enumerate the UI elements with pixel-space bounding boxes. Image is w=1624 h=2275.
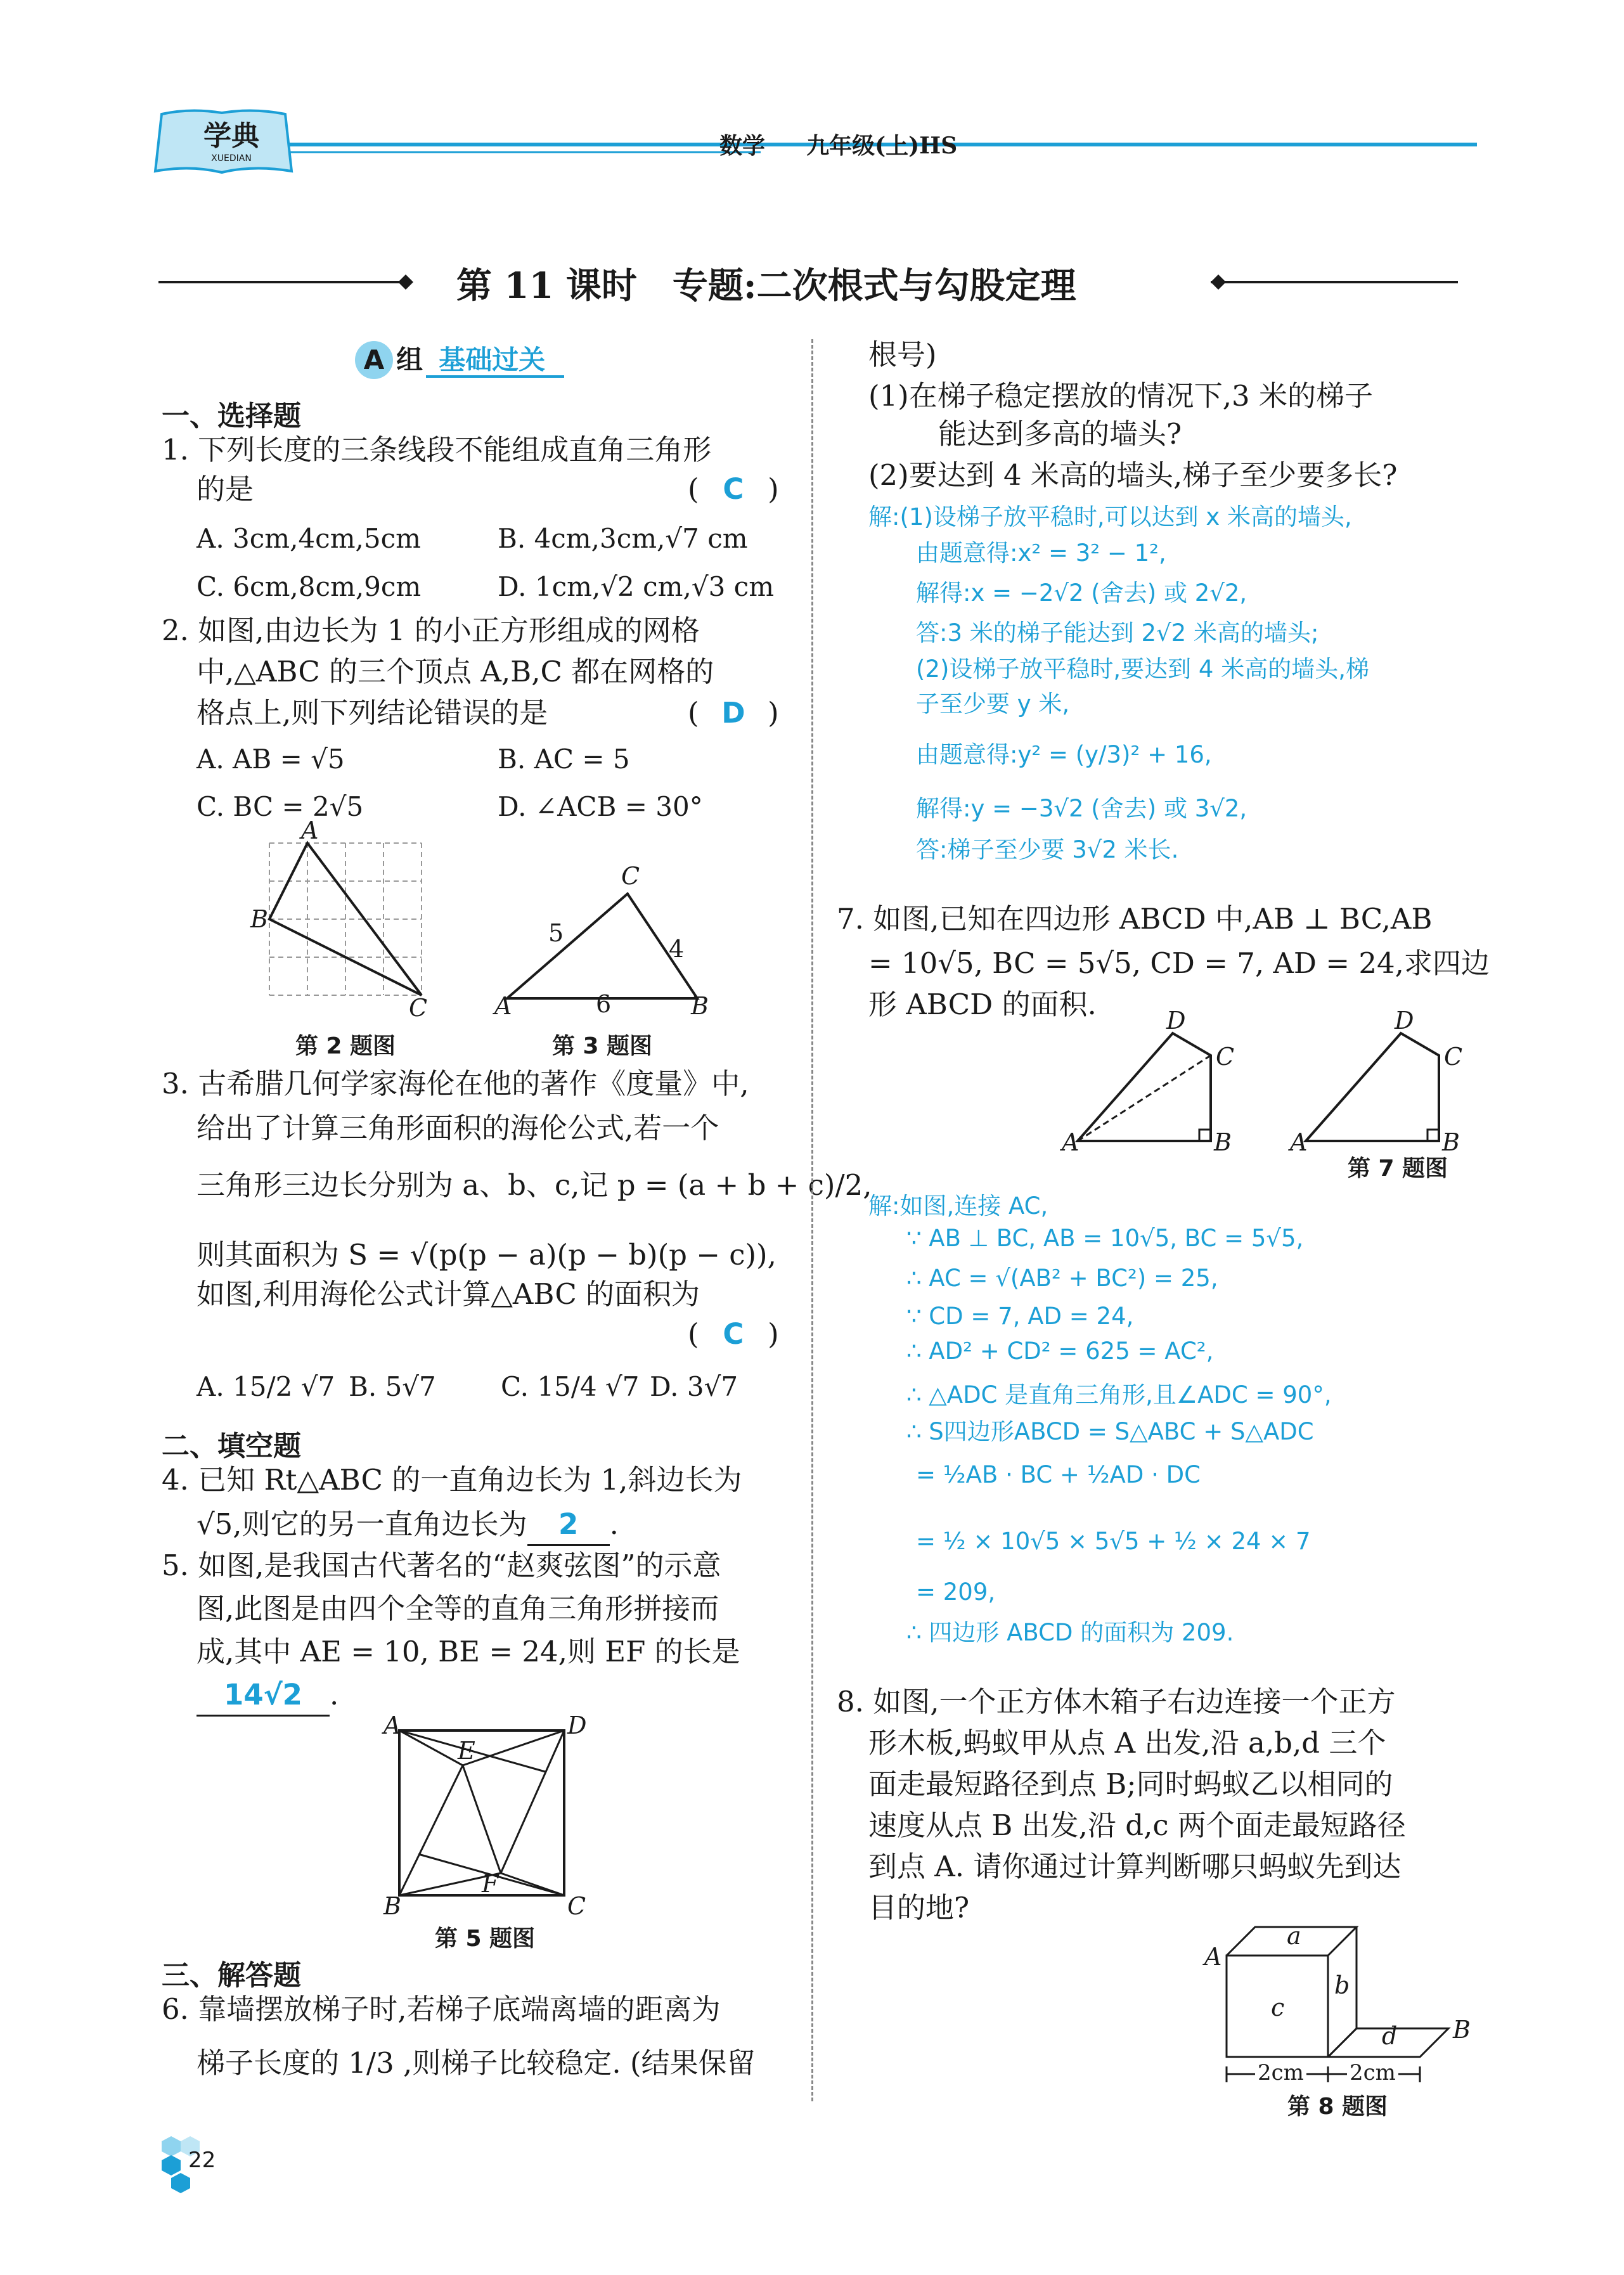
header xyxy=(0,95,1624,190)
q8-line4: 速度从点 B 出发,沿 d,c 两个面走最短路径 xyxy=(868,1808,1406,1842)
fig3-side-4: 4 xyxy=(669,935,685,963)
q7-line2: = 10√5, BC = 5√5, CD = 7, AD = 24,求四边 xyxy=(868,946,1490,980)
fig7-caption: 第 7 题图 xyxy=(1347,1156,1448,1182)
q2-option-b: B. AC = 5 xyxy=(498,744,630,775)
page-title: 第 11 课时 专题:二次根式与勾股定理 xyxy=(456,265,1076,307)
q6-line2: 梯子长度的 1/3 ,则梯子比较稳定. (结果保留 xyxy=(197,2046,756,2080)
sol7-line5: ∴ AD² + CD² = 625 = AC², xyxy=(906,1337,1214,1365)
grid-triangle-figure xyxy=(250,830,441,1021)
grade: 九年级(上)HS xyxy=(806,132,958,159)
q1-option-d: D. 1cm,√2 cm,√3 cm xyxy=(498,571,775,602)
q4-answer[interactable]: 2 xyxy=(527,1505,610,1546)
figure-8 xyxy=(1204,1908,1483,2120)
q3-line4: 则其面积为 S = √(p(p − a)(p − b)(p − c)), xyxy=(197,1238,777,1272)
q1-option-a: A. 3cm,4cm,5cm xyxy=(197,523,421,554)
fig8-point-b: B xyxy=(1453,2016,1471,2044)
q5-line2: 图,此图是由四个全等的直角三角形拼接而 xyxy=(197,1592,719,1625)
group-letter: A xyxy=(355,341,393,379)
fig3-label-a: A xyxy=(494,992,512,1020)
fig3-label-b: B xyxy=(691,992,709,1020)
fig2-label-b: B xyxy=(250,905,268,933)
q3-option-c: C. 15/4 √7 xyxy=(501,1371,640,1402)
q1-line2: 的是 xyxy=(197,472,254,506)
figure-2 xyxy=(250,816,441,1059)
q6-part1: (1)在梯子稳定摆放的情况下,3 米的梯子 xyxy=(868,379,1373,413)
q5-line4 xyxy=(197,1676,338,1717)
q1-option-c: C. 6cm,8cm,9cm xyxy=(197,571,422,602)
logo-text: 学典 xyxy=(203,120,259,152)
fig5-label-b: B xyxy=(383,1892,401,1920)
q2-line3: 格点上,则下列结论错误的是 xyxy=(197,696,548,730)
q2-option-c: C. BC = 2√5 xyxy=(197,791,364,822)
q4-text: √5,则它的另一直角边长为 xyxy=(197,1507,527,1541)
section-fill: 二、填空题 xyxy=(162,1430,301,1462)
fig8-width-2: 2cm xyxy=(1347,2060,1398,2085)
q1-line1: 1. 下列长度的三条线段不能组成直角三角形 xyxy=(162,433,712,467)
sol7-line4: ∵ CD = 7, AD = 24, xyxy=(906,1303,1134,1330)
page-number: 22 xyxy=(188,2148,216,2173)
fig5-label-f: F xyxy=(482,1870,499,1898)
section-choice: 一、选择题 xyxy=(162,400,301,432)
sol6-line9: 答:梯子至少要 3√2 米长. xyxy=(916,836,1179,863)
fig5-label-e: E xyxy=(458,1737,475,1765)
header-subject xyxy=(719,128,957,160)
fig7a-label-a: A xyxy=(1062,1128,1079,1156)
q4-line2 xyxy=(197,1505,619,1546)
q3-line2: 给出了计算三角形面积的海伦公式,若一个 xyxy=(197,1111,719,1145)
fig7b-label-b: B xyxy=(1442,1128,1460,1156)
q2-option-a: A. AB = √5 xyxy=(197,744,345,775)
sol7-line9: = ½ × 10√5 × 5√5 + ½ × 24 × 7 xyxy=(916,1528,1311,1555)
figure-7a xyxy=(1059,1007,1261,1160)
q6-part1-cont: 能达到多高的墙头? xyxy=(938,417,1182,451)
group-suffix-text: 组 xyxy=(396,344,423,375)
fig8-face-d: d xyxy=(1382,2022,1398,2050)
fig2-label-c: C xyxy=(409,994,428,1022)
fig7b-label-d: D xyxy=(1395,1007,1414,1034)
q4-tail: . xyxy=(609,1507,619,1541)
sol6-line3: 解得:x = −2√2 (舍去) 或 2√2, xyxy=(916,579,1247,607)
q8-line6: 目的地? xyxy=(868,1891,970,1924)
sol7-line6: ∴ △ADC 是直角三角形,且∠ADC = 90°, xyxy=(906,1381,1332,1408)
fig7b-label-c: C xyxy=(1444,1043,1463,1071)
sol7-line11: ∴ 四边形 ABCD 的面积为 209. xyxy=(906,1619,1234,1646)
fig8-point-a: A xyxy=(1204,1943,1222,1971)
fig5-label-a: A xyxy=(383,1711,401,1739)
q3-answer-value: C xyxy=(723,1317,744,1351)
q8-line1: 8. 如图,一个正方体木箱子右边连接一个正方 xyxy=(837,1685,1396,1718)
figure-5 xyxy=(380,1711,590,1952)
subject: 数学 xyxy=(719,132,766,159)
q5-answer[interactable]: 14√2 xyxy=(197,1676,330,1717)
fig8-caption: 第 8 题图 xyxy=(1287,2094,1388,2120)
sol6-line6: 子至少要 y 米, xyxy=(916,690,1070,718)
q2-line1: 2. 如图,由边长为 1 的小正方形组成的网格 xyxy=(162,614,700,647)
group-badge xyxy=(355,339,564,379)
fig2-label-a: A xyxy=(301,816,319,844)
q3-option-b: B. 5√7 xyxy=(349,1371,436,1402)
q3-line1: 3. 古希腊几何学家海伦在他的著作《度量》中, xyxy=(162,1067,749,1100)
title-row xyxy=(158,257,1477,307)
q1-answer-value: C xyxy=(723,472,744,506)
fig5-label-c: C xyxy=(567,1892,586,1920)
column-divider xyxy=(811,339,813,2101)
q7-line3: 形 ABCD 的面积. xyxy=(868,988,1097,1021)
fig5-caption: 第 5 题图 xyxy=(434,1926,536,1952)
q3-answer: ( C ) xyxy=(688,1315,779,1354)
sol6-line5: (2)设梯子放平稳时,要达到 4 米高的墙头,梯 xyxy=(916,655,1369,683)
q2-answer-value: D xyxy=(721,696,745,730)
fig8-face-c: c xyxy=(1271,1994,1285,2021)
sol7-line8: = ½AB · BC + ½AD · DC xyxy=(916,1461,1201,1488)
page-number-block xyxy=(162,2136,225,2193)
sol7-line2: ∵ AB ⊥ BC, AB = 10√5, BC = 5√5, xyxy=(906,1225,1304,1252)
fig3-caption: 第 3 题图 xyxy=(551,1033,653,1059)
fig3-label-c: C xyxy=(621,862,640,890)
q4-line1: 4. 已知 Rt△ABC 的一直角边长为 1,斜边长为 xyxy=(162,1463,742,1497)
fig7a-label-c: C xyxy=(1216,1043,1235,1071)
sol6-line4: 答:3 米的梯子能达到 2√2 米高的墙头; xyxy=(916,619,1319,647)
q5-line3: 成,其中 AE = 10, BE = 24,则 EF 的长是 xyxy=(197,1635,740,1668)
fig7a-label-b: B xyxy=(1214,1128,1232,1156)
q8-line2: 形木板,蚂蚁甲从点 A 出发,沿 a,b,d 三个 xyxy=(868,1726,1386,1760)
q6-part2: (2)要达到 4 米高的墙头,梯子至少要多长? xyxy=(868,458,1398,492)
logo-subtext: XUEDIAN xyxy=(211,153,252,164)
group-label: 基础过关 xyxy=(426,344,564,378)
q3-option-d: D. 3√7 xyxy=(650,1371,738,1402)
fig7b-label-a: A xyxy=(1290,1128,1308,1156)
sol6-line2: 由题意得:x² = 3² − 1², xyxy=(916,539,1166,567)
q3-line5: 如图,利用海伦公式计算△ABC 的面积为 xyxy=(197,1277,700,1311)
sol7-line3: ∴ AC = √(AB² + BC²) = 25, xyxy=(906,1265,1218,1292)
q3-line3: 三角形三边长分别为 a、b、c,记 p = (a + b + c)/2, xyxy=(197,1168,872,1202)
q2-answer: ( D ) xyxy=(688,694,779,733)
sol6-line1: 解:(1)设梯子放平稳时,可以达到 x 米高的墙头, xyxy=(868,503,1352,531)
fig8-face-a: a xyxy=(1287,1922,1301,1950)
q5-tail: . xyxy=(330,1678,339,1711)
q1-answer: ( C ) xyxy=(688,470,779,509)
q2-option-d: D. ∠ACB = 30° xyxy=(498,791,703,822)
fig3-side-6: 6 xyxy=(596,990,612,1018)
sol6-line7: 由题意得:y² = (y/3)² + 16, xyxy=(916,741,1212,768)
fig8-face-b: b xyxy=(1334,1971,1350,1999)
sol7-line1: 解:如图,连接 AC, xyxy=(868,1192,1048,1220)
section-solve: 三、解答题 xyxy=(162,1959,301,1992)
q1-option-b: B. 4cm,3cm,√7 cm xyxy=(498,523,748,554)
logo xyxy=(184,113,279,164)
sol6-line8: 解得:y = −3√2 (舍去) 或 3√2, xyxy=(916,795,1247,822)
sol7-line7: ∴ S四边形ABCD = S△ABC + S△ADC xyxy=(906,1418,1314,1445)
fig3-side-5: 5 xyxy=(548,919,564,947)
figure-3 xyxy=(494,862,716,1059)
q3-option-a: A. 15/2 √7 xyxy=(197,1371,335,1402)
q8-line5: 到点 A. 请你通过计算判断哪只蚂蚁先到达 xyxy=(868,1850,1402,1883)
sol7-line10: = 209, xyxy=(916,1578,996,1606)
fig7a-label-d: D xyxy=(1166,1007,1186,1034)
q6-line1: 6. 靠墙摆放梯子时,若梯子底端离墙的距离为 xyxy=(162,1992,721,2026)
fig2-caption: 第 2 题图 xyxy=(295,1033,396,1059)
q8-line3: 面走最短路径到点 B;同时蚂蚁乙以相同的 xyxy=(868,1767,1393,1801)
q2-line2: 中,△ABC 的三个顶点 A,B,C 都在网格的 xyxy=(197,655,714,688)
fig5-label-d: D xyxy=(567,1711,587,1739)
fig8-width-1: 2cm xyxy=(1255,2060,1306,2085)
q7-line1: 7. 如图,已知在四边形 ABCD 中,AB ⊥ BC,AB xyxy=(837,902,1433,936)
q6-line3: 根号) xyxy=(868,338,937,371)
q5-line1: 5. 如图,是我国古代著名的“赵爽弦图”的示意 xyxy=(162,1549,721,1582)
figure-7b xyxy=(1287,1007,1490,1185)
